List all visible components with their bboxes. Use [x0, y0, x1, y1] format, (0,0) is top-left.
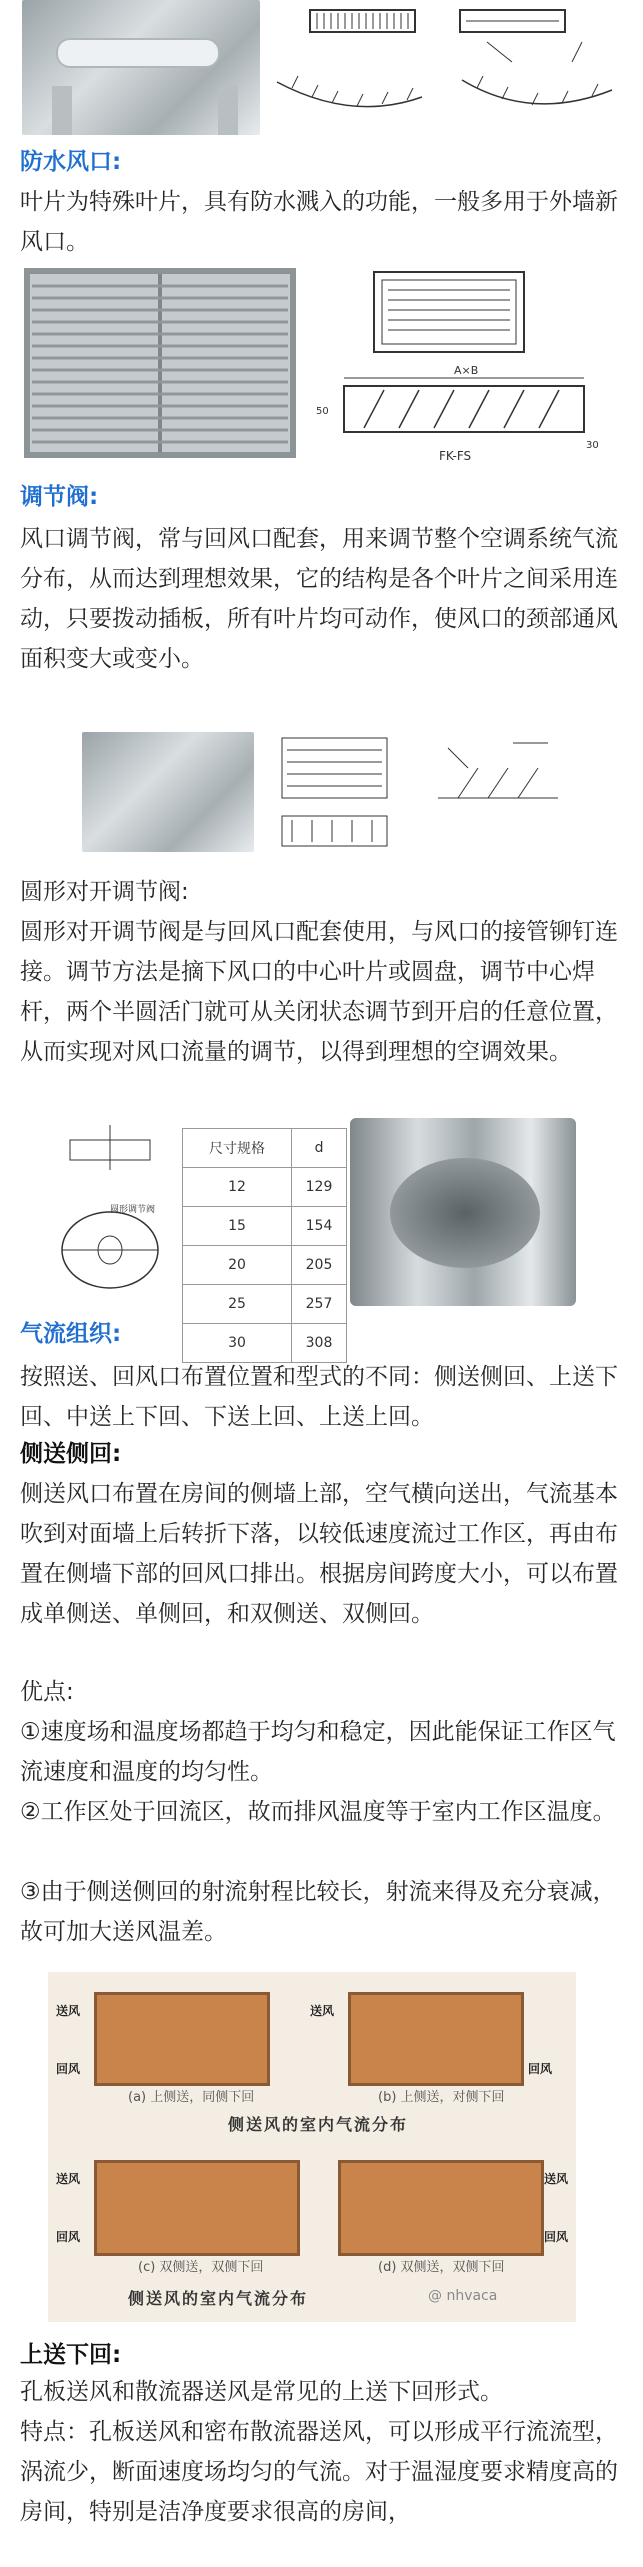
dim-50-label: 50 — [316, 406, 329, 417]
column — [218, 86, 238, 135]
pros-item-2: ②工作区处于回流区，故而排风温度等于室内工作区温度。 — [20, 1799, 616, 1825]
side-text: 侧送风口布置在房间的侧墙上部，空气横向送出，气流基本吹到对面墙上后转折下落，以较低速度流过工作区，再由布置在侧墙下部的回风口排出。根据房间跨度大小，可以布置成单侧送、单侧回，和双侧送、双侧回。 — [20, 1481, 618, 1627]
return-label-c: 回风 — [56, 2230, 81, 2244]
round-damper-photo — [350, 1118, 576, 1306]
damper-title: 调节阀: — [20, 484, 99, 510]
damper-detail-svg — [418, 728, 568, 838]
table-cell: 129 — [292, 1168, 347, 1207]
round-damper-title: 圆形对开调节阀: — [20, 879, 189, 905]
table-row — [183, 1285, 347, 1324]
louver-svg — [24, 268, 296, 458]
diagram-watermark: @ nhvaca — [428, 2288, 498, 2304]
pros-title: 优点: — [20, 1679, 74, 1705]
round-damper-label: 圆形调节阀 — [110, 1205, 156, 1215]
table-cell: 20 — [183, 1246, 292, 1285]
table-row — [183, 1207, 347, 1246]
flow-panel-b — [348, 1992, 524, 2086]
damper-text: 风口调节阀，常与回风口配套，用来调节整个空调系统气流分布，从而达到理想效果，它的结构是各个叶片之间采用连动，只要拨动插板，所有叶片均可动作，使风口的颈部通风面积变大或变小。 — [20, 526, 618, 672]
table-cell: 12 — [183, 1168, 292, 1207]
louver-photo — [24, 268, 296, 458]
top-text-1: 孔板送风和散流器送风是常见的上送下回形式。 — [20, 2379, 503, 2405]
waterproof-title: 防水风口: — [20, 149, 122, 175]
grille-drawing — [272, 2, 622, 132]
flow-panel-d — [338, 2160, 544, 2256]
table-cell: 308 — [292, 1324, 347, 1363]
pros-item-3: ③由于侧送侧回的射流射程比较长，射流来得及充分衰减，故可加大送风温差。 — [20, 1879, 616, 1945]
table-cell: 25 — [183, 1285, 292, 1324]
table-header-d: d — [292, 1129, 347, 1168]
column — [52, 86, 72, 135]
supply-label-a: 送风 — [56, 2004, 81, 2018]
table-cell: 15 — [183, 1207, 292, 1246]
panel-a-caption: (a) 上侧送，同侧下回 — [128, 2090, 255, 2105]
table-cell: 205 — [292, 1246, 347, 1285]
airflow-diagram — [48, 1972, 576, 2322]
grille-svg — [272, 2, 622, 132]
top-title: 上送下回: — [20, 2342, 122, 2368]
table-cell: 257 — [292, 1285, 347, 1324]
round-damper-text: 圆形对开调节阀是与回风口配套使用，与风口的接管铆钉连接。调节方法是摘下风口的中心叶片或圆盘，调节中心焊杆，两个半圆活门就可从关闭状态调节到开启的任意位置，从而实现对风口流量的调节，以得到理想的空调效果。 — [20, 919, 618, 1065]
table-cell: 154 — [292, 1207, 347, 1246]
supply-label-b: 送风 — [310, 2004, 335, 2018]
panel-c-caption: (c) 双侧送，双侧下回 — [138, 2260, 264, 2275]
return-label-b: 回风 — [528, 2062, 553, 2076]
flow-panel-a — [94, 1992, 270, 2086]
size-table — [182, 1128, 347, 1363]
ceiling-diffuser-photo — [22, 0, 260, 135]
waterproof-drawing — [304, 268, 624, 468]
supply-label-d: 送风 — [544, 2172, 569, 2186]
round-damper-drawing — [40, 1120, 180, 1305]
table-header-size: 尺寸规格 — [183, 1129, 292, 1168]
diagram-caption-top: 侧送风的室内气流分布 — [228, 2115, 409, 2134]
fk-fs-label: FK-FS — [439, 449, 472, 463]
waterproof-drawing-svg — [304, 268, 624, 468]
waterproof-text: 叶片为特殊叶片，具有防水溅入的功能，一般多用于外墙新风口。 — [20, 189, 618, 255]
table-row — [183, 1168, 347, 1207]
damper-drawing — [262, 728, 412, 858]
return-label-d: 回风 — [544, 2230, 569, 2244]
airflow-text: 按照送、回风口布置位置和型式的不同：侧送侧回、上送下回、中送上下回、下送上回、上送上回。 — [20, 1364, 618, 1430]
dim-ab-label: A×B — [454, 364, 479, 377]
linear-slot — [56, 38, 220, 68]
top-text-2: 特点：孔板送风和密布散流器送风，可以形成平行流流型，涡流少，断面速度场均匀的气流。对于温湿度要求精度高的房间，特别是洁净度要求很高的房间， — [20, 2419, 618, 2525]
damper-drawing-svg — [262, 728, 412, 858]
damper-detail-drawing — [418, 728, 568, 838]
pros-item-1: ①速度场和温度场都趋于均匀和稳定，因此能保证工作区气流速度和温度的均匀性。 — [20, 1719, 616, 1785]
return-label-a: 回风 — [56, 2062, 81, 2076]
table-row — [183, 1246, 347, 1285]
panel-b-caption: (b) 上侧送，对侧下回 — [378, 2090, 505, 2105]
panel-d-caption: (d) 双侧送，双侧下回 — [378, 2260, 505, 2275]
supply-label-c: 送风 — [56, 2172, 81, 2186]
round-damper-svg — [40, 1120, 180, 1305]
damper-photo — [82, 732, 254, 852]
flow-panel-c — [94, 2160, 300, 2256]
dim-30-label: 30 — [586, 440, 599, 451]
diagram-caption-bottom: 侧送风的室内气流分布 — [128, 2289, 309, 2308]
side-title: 侧送侧回: — [20, 1441, 122, 1467]
table-cell: 30 — [183, 1324, 292, 1363]
pipe-opening — [390, 1158, 540, 1268]
airflow-title: 气流组织: — [20, 1321, 122, 1347]
table-header-row — [183, 1129, 347, 1168]
